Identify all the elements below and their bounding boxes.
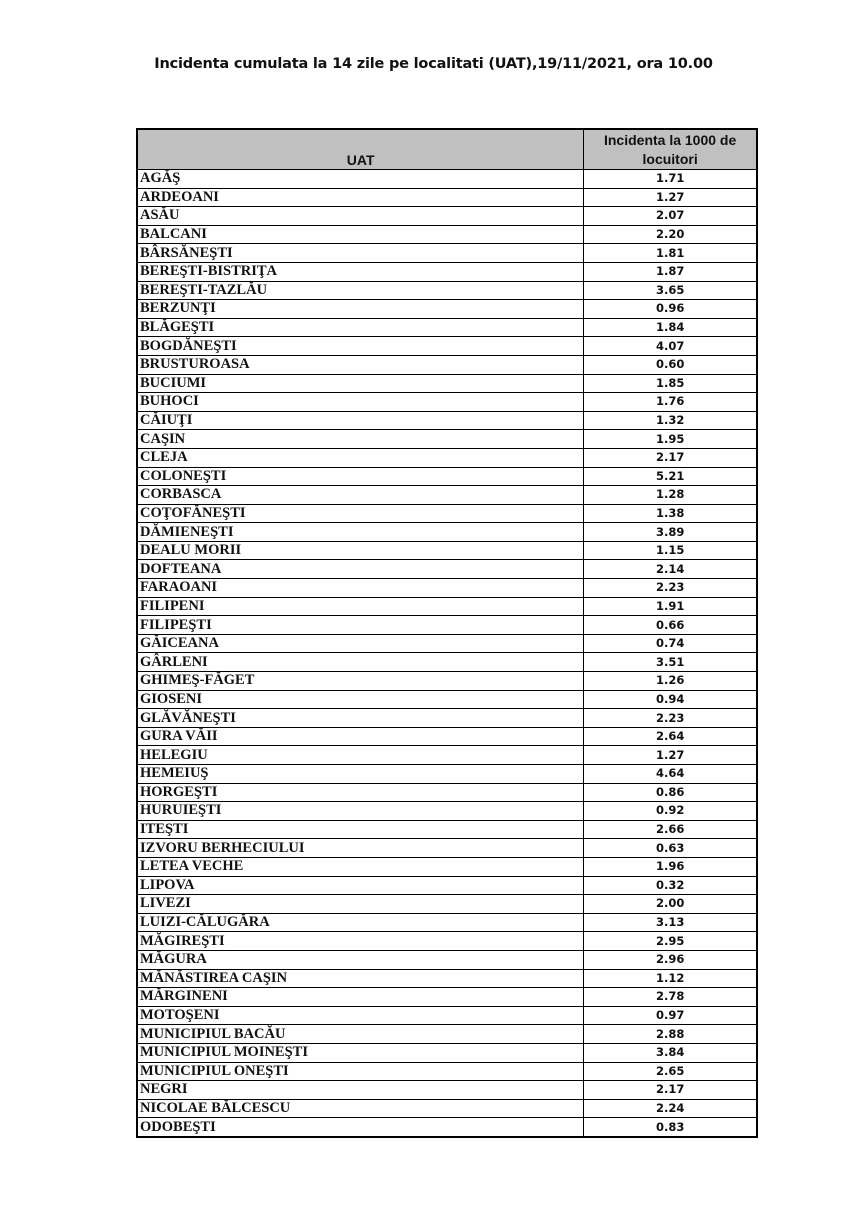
incidence-value-cell: 0.94	[584, 690, 757, 709]
uat-name-cell: MUNICIPIUL ONEŞTI	[137, 1062, 584, 1081]
incidence-value-cell: 1.81	[584, 244, 757, 263]
incidence-value-cell: 2.17	[584, 448, 757, 467]
uat-name-cell: BERZUNŢI	[137, 300, 584, 319]
incidence-value-cell: 1.32	[584, 411, 757, 430]
table-row	[137, 448, 757, 467]
uat-name-cell: GLĂVĂNEŞTI	[137, 709, 584, 728]
uat-name-cell: MĂNĂSTIREA CAŞIN	[137, 969, 584, 988]
uat-name-cell: BLĂGEŞTI	[137, 318, 584, 337]
incidence-value-cell: 1.12	[584, 969, 757, 988]
uat-name-cell: COLONEŞTI	[137, 467, 584, 486]
table-row	[137, 895, 757, 914]
uat-name-cell: BEREŞTI-TAZLĂU	[137, 281, 584, 300]
table-row	[137, 857, 757, 876]
uat-name-cell: BALCANI	[137, 225, 584, 244]
uat-name-cell: MĂRGINENI	[137, 988, 584, 1007]
uat-name-cell: IZVORU BERHECIULUI	[137, 839, 584, 858]
incidence-value-cell: 5.21	[584, 467, 757, 486]
incidence-value-cell: 0.66	[584, 616, 757, 635]
incidence-value-cell: 2.24	[584, 1099, 757, 1118]
incidence-value-cell: 1.76	[584, 393, 757, 412]
uat-name-cell: MOTOŞENI	[137, 1006, 584, 1025]
uat-name-cell: HORGEŞTI	[137, 783, 584, 802]
uat-name-cell: AGĂŞ	[137, 170, 584, 189]
uat-name-cell: LIVEZI	[137, 895, 584, 914]
incidence-value-cell: 2.95	[584, 932, 757, 951]
incidence-value-cell: 2.07	[584, 207, 757, 226]
incidence-value-cell: 1.27	[584, 188, 757, 207]
uat-name-cell: BÂRSĂNEŞTI	[137, 244, 584, 263]
table-row	[137, 969, 757, 988]
table-row	[137, 355, 757, 374]
table-row	[137, 170, 757, 189]
uat-name-cell: BUCIUMI	[137, 374, 584, 393]
incidence-value-cell: 1.85	[584, 374, 757, 393]
uat-name-cell: DĂMIENEŞTI	[137, 523, 584, 542]
table-row	[137, 783, 757, 802]
incidence-value-cell: 0.63	[584, 839, 757, 858]
uat-name-cell: ITEŞTI	[137, 820, 584, 839]
incidence-table	[136, 128, 758, 1138]
table-row	[137, 318, 757, 337]
uat-name-cell: FILIPEŞTI	[137, 616, 584, 635]
table-row	[137, 300, 757, 319]
uat-name-cell: HURUIEŞTI	[137, 802, 584, 821]
table-row	[137, 634, 757, 653]
table-row	[137, 1081, 757, 1100]
incidence-value-cell: 4.64	[584, 765, 757, 784]
incidence-value-cell: 1.38	[584, 504, 757, 523]
incidence-value-cell: 2.96	[584, 950, 757, 969]
table-row	[137, 579, 757, 598]
uat-name-cell: BRUSTUROASA	[137, 355, 584, 374]
uat-name-cell: BOGDĂNEŞTI	[137, 337, 584, 356]
table-row	[137, 560, 757, 579]
table-row	[137, 820, 757, 839]
uat-name-cell: GIOSENI	[137, 690, 584, 709]
table-row	[137, 653, 757, 672]
table-row	[137, 597, 757, 616]
incidence-value-cell: 4.07	[584, 337, 757, 356]
table-row	[137, 988, 757, 1007]
incidence-value-cell: 0.60	[584, 355, 757, 374]
document-title: Incidenta cumulata la 14 zile pe localitati (UAT),19/11/2021, ora 10.00	[154, 56, 713, 72]
incidence-value-cell: 0.83	[584, 1118, 757, 1137]
table-row	[137, 932, 757, 951]
uat-name-cell: DOFTEANA	[137, 560, 584, 579]
incidence-value-cell: 1.15	[584, 541, 757, 560]
table-row	[137, 225, 757, 244]
incidence-value-cell: 2.23	[584, 709, 757, 728]
table-row	[137, 765, 757, 784]
table-row	[137, 876, 757, 895]
table-row	[137, 1043, 757, 1062]
table-row	[137, 541, 757, 560]
incidence-value-cell: 0.86	[584, 783, 757, 802]
uat-name-cell: LUIZI-CĂLUGĂRA	[137, 913, 584, 932]
uat-name-cell: CAŞIN	[137, 430, 584, 449]
table-row	[137, 523, 757, 542]
incidence-value-cell: 2.64	[584, 727, 757, 746]
incidence-value-cell: 2.20	[584, 225, 757, 244]
uat-name-cell: MĂGIREŞTI	[137, 932, 584, 951]
table-row	[137, 1006, 757, 1025]
table-row	[137, 709, 757, 728]
incidence-value-cell: 2.23	[584, 579, 757, 598]
table-row	[137, 337, 757, 356]
incidence-value-cell: 2.78	[584, 988, 757, 1007]
table-header-row	[137, 129, 757, 170]
uat-name-cell: CĂIUŢI	[137, 411, 584, 430]
uat-name-cell: BUHOCI	[137, 393, 584, 412]
table-row	[137, 244, 757, 263]
uat-name-cell: ASĂU	[137, 207, 584, 226]
uat-name-cell: FILIPENI	[137, 597, 584, 616]
uat-name-cell: DEALU MORII	[137, 541, 584, 560]
table-row	[137, 1118, 757, 1137]
incidence-value-cell: 2.65	[584, 1062, 757, 1081]
table-body	[137, 170, 757, 1137]
header-uat: UAT	[137, 129, 584, 170]
incidence-value-cell: 1.26	[584, 672, 757, 691]
uat-name-cell: GÂRLENI	[137, 653, 584, 672]
uat-name-cell: GHIMEŞ-FĂGET	[137, 672, 584, 691]
incidence-value-cell: 1.27	[584, 746, 757, 765]
uat-name-cell: FARAOANI	[137, 579, 584, 598]
incidence-value-cell: 1.91	[584, 597, 757, 616]
uat-name-cell: ARDEOANI	[137, 188, 584, 207]
incidence-value-cell: 2.66	[584, 820, 757, 839]
table-row	[137, 746, 757, 765]
table-row	[137, 802, 757, 821]
uat-name-cell: MUNICIPIUL MOINEŞTI	[137, 1043, 584, 1062]
table-row	[137, 281, 757, 300]
incidence-value-cell: 2.88	[584, 1025, 757, 1044]
table-row	[137, 504, 757, 523]
table-row	[137, 690, 757, 709]
table-row	[137, 616, 757, 635]
uat-name-cell: COŢOFĂNEŞTI	[137, 504, 584, 523]
table-row	[137, 950, 757, 969]
uat-name-cell: GURA VĂII	[137, 727, 584, 746]
table-row	[137, 1025, 757, 1044]
uat-name-cell: MĂGURA	[137, 950, 584, 969]
incidence-value-cell: 2.14	[584, 560, 757, 579]
uat-name-cell: NEGRI	[137, 1081, 584, 1100]
incidence-value-cell: 0.74	[584, 634, 757, 653]
uat-name-cell: BEREŞTI-BISTRIŢA	[137, 262, 584, 281]
table-row	[137, 374, 757, 393]
uat-name-cell: MUNICIPIUL BACĂU	[137, 1025, 584, 1044]
table-row	[137, 467, 757, 486]
incidence-value-cell: 0.97	[584, 1006, 757, 1025]
table-row	[137, 262, 757, 281]
table-row	[137, 188, 757, 207]
incidence-value-cell: 1.28	[584, 486, 757, 505]
incidence-value-cell: 1.95	[584, 430, 757, 449]
incidence-value-cell: 2.17	[584, 1081, 757, 1100]
table-row	[137, 839, 757, 858]
incidence-value-cell: 0.96	[584, 300, 757, 319]
table-row	[137, 672, 757, 691]
incidence-value-cell: 1.96	[584, 857, 757, 876]
uat-name-cell: HEMEIUŞ	[137, 765, 584, 784]
uat-name-cell: LETEA VECHE	[137, 857, 584, 876]
uat-name-cell: ODOBEŞTI	[137, 1118, 584, 1137]
incidence-value-cell: 0.32	[584, 876, 757, 895]
header-incidence: Incidenta la 1000 de locuitori	[584, 129, 757, 170]
table-row	[137, 913, 757, 932]
uat-name-cell: HELEGIU	[137, 746, 584, 765]
uat-name-cell: NICOLAE BĂLCESCU	[137, 1099, 584, 1118]
uat-name-cell: GĂICEANA	[137, 634, 584, 653]
table-row	[137, 1099, 757, 1118]
table-row	[137, 430, 757, 449]
incidence-value-cell: 0.92	[584, 802, 757, 821]
incidence-value-cell: 3.84	[584, 1043, 757, 1062]
table-row	[137, 411, 757, 430]
incidence-value-cell: 1.71	[584, 170, 757, 189]
incidence-value-cell: 3.89	[584, 523, 757, 542]
incidence-value-cell: 3.13	[584, 913, 757, 932]
uat-name-cell: CORBASCA	[137, 486, 584, 505]
incidence-value-cell: 3.65	[584, 281, 757, 300]
uat-name-cell: LIPOVA	[137, 876, 584, 895]
uat-name-cell: CLEJA	[137, 448, 584, 467]
table-row	[137, 1062, 757, 1081]
incidence-value-cell: 1.87	[584, 262, 757, 281]
incidence-value-cell: 2.00	[584, 895, 757, 914]
incidence-value-cell: 1.84	[584, 318, 757, 337]
table-row	[137, 727, 757, 746]
incidence-value-cell: 3.51	[584, 653, 757, 672]
table-row	[137, 393, 757, 412]
table-row	[137, 207, 757, 226]
table-row	[137, 486, 757, 505]
